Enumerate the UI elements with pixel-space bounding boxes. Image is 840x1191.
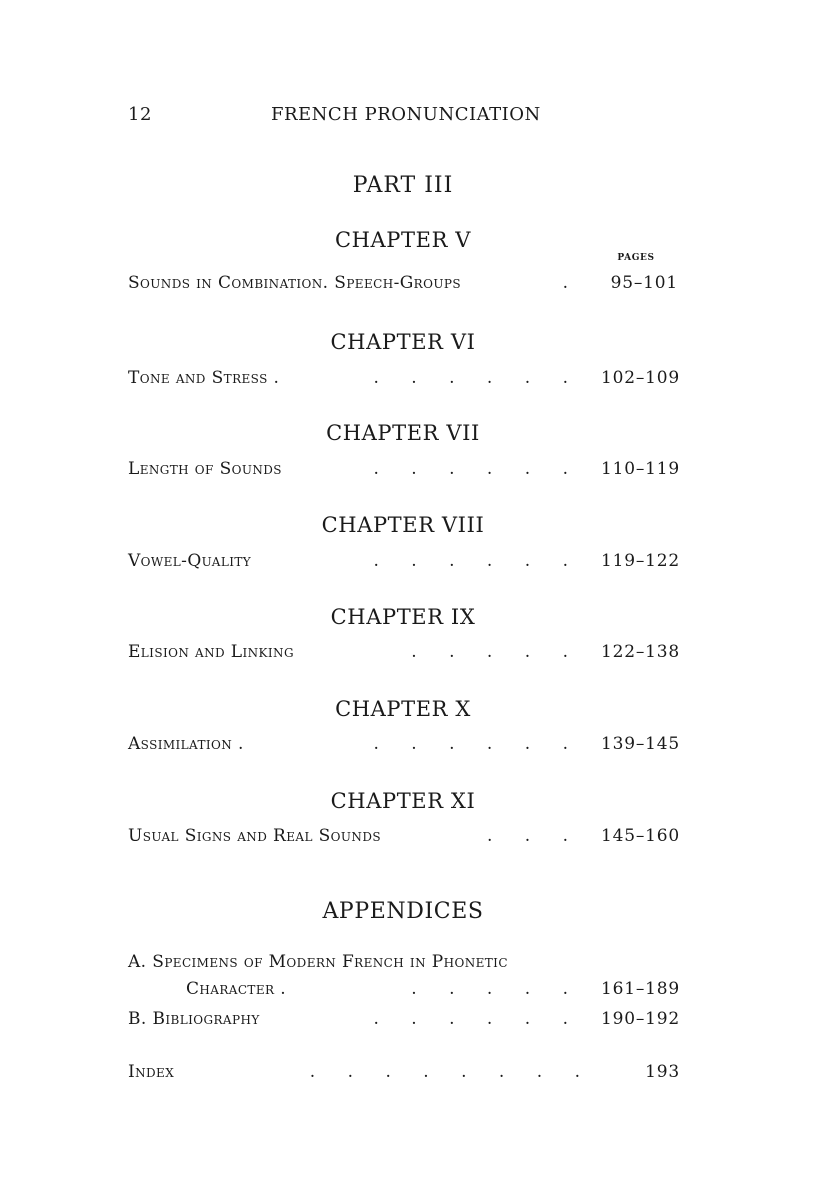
toc-leader-dots: . . . . . [411, 642, 568, 662]
book-title: FRENCH PRONUNCIATION [271, 104, 541, 125]
toc-leader-dots: . . . . . . [373, 551, 568, 571]
toc-leader-dots: . . . . . . . . [309, 1062, 580, 1082]
toc-page-range: 190–192 [601, 1009, 680, 1029]
toc-entry[interactable] [128, 826, 680, 852]
toc-entry[interactable] [128, 551, 680, 577]
toc-page-range: 122–138 [601, 642, 680, 662]
toc-page-range: 119–122 [601, 551, 680, 571]
toc-page-range: 102–109 [601, 368, 680, 388]
chapter-heading: CHAPTER VIII [321, 513, 485, 537]
toc-entry-label: Index [128, 1062, 175, 1082]
chapter-heading: CHAPTER VII [326, 421, 480, 445]
appendices-heading: APPENDICES [322, 899, 484, 924]
part-heading: PART III [352, 173, 454, 198]
toc-page-range: 161–189 [601, 979, 680, 999]
toc-page-range: 145–160 [601, 826, 680, 846]
chapter-heading: CHAPTER V [334, 228, 472, 252]
toc-entry-label: Character . [186, 979, 287, 999]
pages-column-label: PAGES [617, 253, 655, 263]
toc-entry-label: Assimilation . [128, 734, 244, 754]
toc-entry-label: Sounds in Combination. Speech-Groups [128, 273, 461, 293]
toc-leader-dots: . . . . . . [373, 734, 568, 754]
toc-entry-label: Usual Signs and Real Sounds [128, 826, 381, 846]
toc-leader-dots: . . . [486, 826, 568, 846]
toc-leader-dots: . . . . . . [373, 459, 568, 479]
toc-entry[interactable] [128, 642, 680, 668]
toc-entry-label: Length of Sounds [128, 459, 282, 479]
toc-entry[interactable] [128, 368, 680, 394]
toc-page-range: 110–119 [601, 459, 680, 479]
chapter-heading: CHAPTER X [335, 697, 471, 721]
toc-leader-dots: . . . . . [411, 979, 568, 999]
toc-entry-label: Elision and Linking [128, 642, 294, 662]
toc-entry[interactable] [128, 459, 680, 485]
toc-leader-dots: . . . . . . [373, 1009, 568, 1029]
toc-entry-appendix-b[interactable] [128, 1009, 680, 1035]
toc-entry-label: Tone and Stress . [128, 368, 280, 388]
toc-page-range: 95–101 [610, 273, 678, 293]
chapter-heading: CHAPTER VI [330, 330, 476, 354]
toc-entry-label: A. Specimens of Modern French in Phonetic [128, 952, 508, 972]
toc-entry-appendix-a-cont[interactable] [128, 979, 680, 1005]
toc-page-range: 139–145 [601, 734, 680, 754]
toc-entry[interactable] [128, 734, 680, 760]
toc-entry-index[interactable] [128, 1062, 680, 1088]
toc-entry[interactable] [128, 273, 680, 299]
toc-page-range: 193 [645, 1062, 680, 1082]
toc-entry-label: Vowel-Quality [128, 551, 252, 571]
toc-entry-appendix-a[interactable] [128, 952, 680, 978]
toc-entry-label: B. Bibliography [128, 1009, 260, 1029]
chapter-heading: CHAPTER IX [330, 605, 476, 629]
toc-leader-dots: . [562, 273, 568, 293]
chapter-heading: CHAPTER XI [330, 789, 476, 813]
toc-leader-dots: . . . . . . [373, 368, 568, 388]
running-head [128, 104, 688, 134]
page-number: 12 [128, 104, 152, 125]
